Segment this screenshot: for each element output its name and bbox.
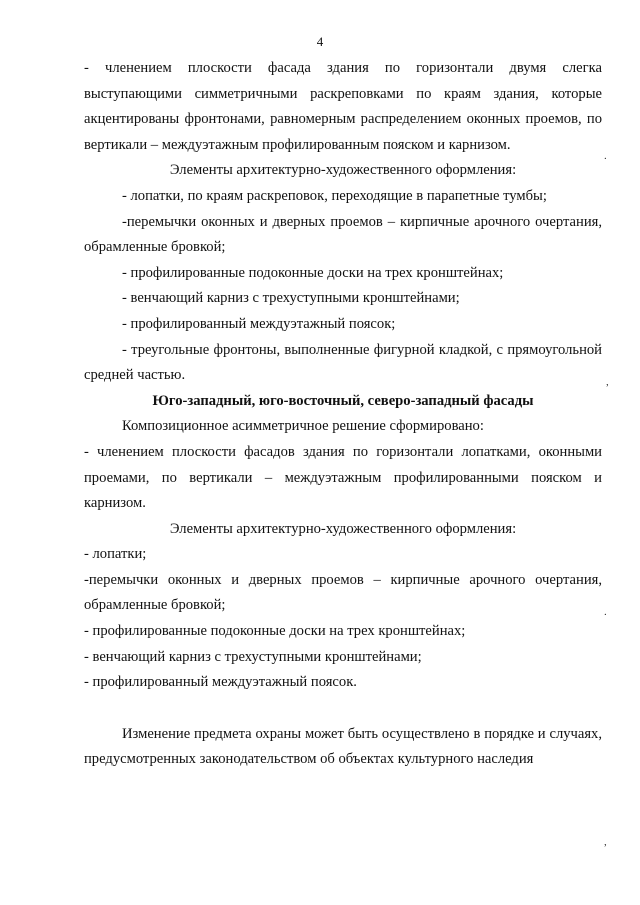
list-item: - профилированный междуэтажный поясок. [84,674,357,691]
section-heading-elements: Элементы архитектурно-художественного оформления: [169,520,517,537]
document-body [84,56,602,773]
list-item: - профилированные подоконные доски на трех кронштейнах; [84,623,466,640]
list-item: - профилированные подоконные доски на трех кронштейнах; [122,264,504,281]
scan-mark: . [604,606,607,618]
facade-division-paragraph: - членением плоскости фасада здания по горизонтали двумя слегка выступающими симметричными раскреповками по краям здания, которые акцентированы фронтонами, равномерным распределением оконных проемов, по вертикали – междуэтажным профилированным пояском и карнизом. [84,60,602,153]
list-item: -перемычки оконных и дверных проемов – кирпичные арочного очертания, обрамленные бровкой; [84,213,602,256]
list-item: - треугольные фронтоны, выполненные фигурной кладкой, с прямоугольной средней частью. [84,341,602,384]
list-item: - профилированный междуэтажный поясок; [122,315,396,332]
section-heading-facades: Юго-западный, юго-восточный, северо-западный фасады [152,392,534,409]
facade-division-paragraph: - членением плоскости фасадов здания по горизонтали лопатками, оконными проемами, по вертикали – междуэтажным профилированными пояском и карнизом. [84,443,602,512]
scan-mark: , [604,836,607,848]
composition-intro: Композиционное асимметричное решение сформировано: [122,418,484,435]
list-item: -перемычки оконных и дверных проемов – кирпичные арочного очертания, обрамленные бровкой; [84,571,602,614]
protection-change-paragraph: Изменение предмета охраны может быть осуществлено в порядке и случаях, предусмотренных законодательством об объектах культурного наследия [84,725,602,768]
page-number: 4 [316,34,324,49]
list-item: - лопатки; [84,546,147,563]
scan-mark: , [606,376,609,388]
list-item: - венчающий карниз с трехуступными кронштейнами; [84,648,422,665]
scan-mark: . [604,150,607,162]
list-item: - лопатки, по краям раскреповок, переходящие в парапетные тумбы; [122,187,547,204]
section-heading-elements: Элементы архитектурно-художественного оформления: [169,162,517,179]
list-item: - венчающий карниз с трехуступными кронштейнами; [122,290,460,307]
